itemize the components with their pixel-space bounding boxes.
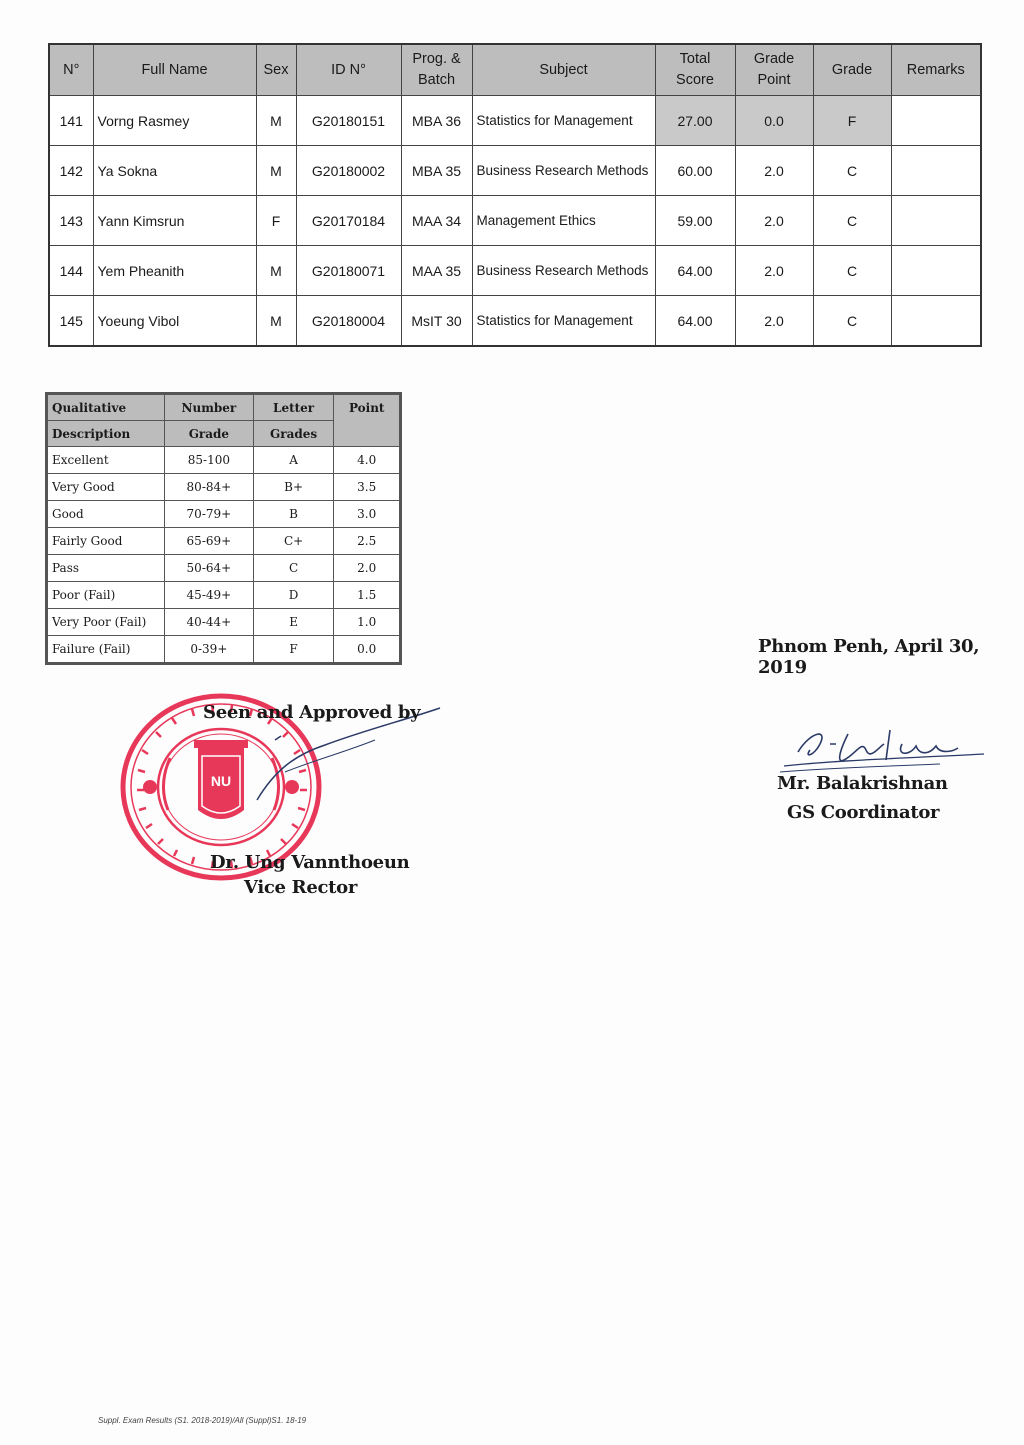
row-id: G20170184 — [296, 196, 401, 246]
header-id: ID N° — [296, 44, 401, 96]
row-no: 143 — [49, 196, 93, 246]
row-id: G20180151 — [296, 96, 401, 146]
table-row — [49, 196, 981, 246]
row-no: 145 — [49, 296, 93, 347]
scale-letter: B+ — [253, 474, 334, 501]
row-name: Yoeung Vibol — [93, 296, 256, 347]
row-prog: MBA 35 — [401, 146, 472, 196]
row-remarks — [891, 96, 981, 146]
coordinator-signature — [770, 720, 990, 780]
header-prog-batch: Prog. & Batch — [401, 44, 472, 96]
scale-range: 85-100 — [165, 447, 254, 474]
scale-range: 50-64+ — [165, 555, 254, 582]
header-grade-point: Grade Point — [735, 44, 813, 96]
scale-description: Fairly Good — [47, 528, 165, 555]
scale-point: 3.0 — [334, 501, 401, 528]
scale-range: 70-79+ — [165, 501, 254, 528]
header-grade: Grade — [165, 421, 254, 447]
table-row — [49, 146, 981, 196]
header-point: Point — [334, 394, 401, 447]
row-no: 142 — [49, 146, 93, 196]
row-total-score: 60.00 — [655, 146, 735, 196]
row-grade-point: 2.0 — [735, 146, 813, 196]
scale-description: Poor (Fail) — [47, 582, 165, 609]
row-subject: Management Ethics — [472, 196, 655, 246]
row-grade: C — [813, 146, 891, 196]
row-grade: F — [813, 96, 891, 146]
row-remarks — [891, 296, 981, 347]
row-grade-point: 0.0 — [735, 96, 813, 146]
scale-row — [47, 501, 401, 528]
header-description: Description — [47, 421, 165, 447]
scale-point: 1.0 — [334, 609, 401, 636]
scale-letter: A — [253, 447, 334, 474]
row-sex: F — [256, 196, 296, 246]
scale-point: 0.0 — [334, 636, 401, 664]
header-letter: Letter — [253, 394, 334, 421]
seal-monogram: NU — [210, 773, 232, 789]
row-remarks — [891, 196, 981, 246]
scale-description: Very Poor (Fail) — [47, 609, 165, 636]
row-prog: MAA 34 — [401, 196, 472, 246]
row-total-score: 64.00 — [655, 246, 735, 296]
row-id: G20180071 — [296, 246, 401, 296]
row-prog: MAA 35 — [401, 246, 472, 296]
row-subject: Business Research Methods — [472, 246, 655, 296]
row-remarks — [891, 246, 981, 296]
header-remarks: Remarks — [891, 44, 981, 96]
scale-letter: D — [253, 582, 334, 609]
scale-point: 2.5 — [334, 528, 401, 555]
row-name: Yem Pheanith — [93, 246, 256, 296]
scale-range: 45-49+ — [165, 582, 254, 609]
header-sex: Sex — [256, 44, 296, 96]
header-full-name: Full Name — [93, 44, 256, 96]
row-sex: M — [256, 246, 296, 296]
scale-range: 65-69+ — [165, 528, 254, 555]
row-sex: M — [256, 96, 296, 146]
scale-letter: C+ — [253, 528, 334, 555]
scale-point: 3.5 — [334, 474, 401, 501]
row-prog: MsIT 30 — [401, 296, 472, 347]
header-number: Number — [165, 394, 254, 421]
header-grades: Grades — [253, 421, 334, 447]
row-remarks — [891, 146, 981, 196]
row-subject: Business Research Methods — [472, 146, 655, 196]
row-name: Ya Sokna — [93, 146, 256, 196]
header-grade: Grade — [813, 44, 891, 96]
scale-row — [47, 582, 401, 609]
scale-point: 4.0 — [334, 447, 401, 474]
scale-letter: E — [253, 609, 334, 636]
scale-row — [47, 609, 401, 636]
row-subject: Statistics for Management — [472, 96, 655, 146]
row-subject: Statistics for Management — [472, 296, 655, 347]
row-grade: C — [813, 196, 891, 246]
header-subject: Subject — [472, 44, 655, 96]
table-row — [49, 246, 981, 296]
page-footer: Suppl. Exam Results (S1. 2018-2019)/All (Suppl)S1. 18-19 — [98, 1416, 307, 1425]
scale-description: Very Good — [47, 474, 165, 501]
vice-rector-title: Vice Rector — [244, 877, 358, 898]
scale-letter: C — [253, 555, 334, 582]
scale-description: Failure (Fail) — [47, 636, 165, 664]
table-row — [49, 296, 981, 347]
row-sex: M — [256, 296, 296, 347]
row-grade-point: 2.0 — [735, 196, 813, 246]
row-no: 141 — [49, 96, 93, 146]
row-id: G20180004 — [296, 296, 401, 347]
row-grade-point: 2.0 — [735, 246, 813, 296]
scale-range: 40-44+ — [165, 609, 254, 636]
scale-row — [47, 636, 401, 664]
scale-row — [47, 528, 401, 555]
scale-row — [47, 555, 401, 582]
scale-description: Excellent — [47, 447, 165, 474]
scale-description: Good — [47, 501, 165, 528]
place-date: Phnom Penh, April 30, 2019 — [758, 636, 980, 678]
scale-point: 1.5 — [334, 582, 401, 609]
scale-letter: F — [253, 636, 334, 664]
approval-label: Seen and Approved by — [203, 702, 421, 723]
row-total-score: 59.00 — [655, 196, 735, 246]
coordinator-name: Mr. Balakrishnan — [777, 773, 948, 794]
row-total-score: 27.00 — [655, 96, 735, 146]
vice-rector-name: Dr. Ung Vannthoeun — [210, 852, 410, 873]
scale-row — [47, 474, 401, 501]
row-id: G20180002 — [296, 146, 401, 196]
coordinator-title: GS Coordinator — [787, 802, 940, 823]
scale-row — [47, 447, 401, 474]
scale-point: 2.0 — [334, 555, 401, 582]
row-sex: M — [256, 146, 296, 196]
row-no: 144 — [49, 246, 93, 296]
scale-range: 0-39+ — [165, 636, 254, 664]
row-prog: MBA 36 — [401, 96, 472, 146]
row-grade: C — [813, 296, 891, 347]
row-name: Vorng Rasmey — [93, 96, 256, 146]
scale-range: 80-84+ — [165, 474, 254, 501]
table-row — [49, 96, 981, 146]
results-header-row — [49, 44, 981, 96]
header-no: N° — [49, 44, 93, 96]
header-qualitative: Qualitative — [47, 394, 165, 421]
row-grade-point: 2.0 — [735, 296, 813, 347]
scale-description: Pass — [47, 555, 165, 582]
results-table — [48, 43, 982, 347]
scale-letter: B — [253, 501, 334, 528]
header-total-score: Total Score — [655, 44, 735, 96]
row-total-score: 64.00 — [655, 296, 735, 347]
grading-scale-table — [45, 392, 402, 665]
row-name: Yann Kimsrun — [93, 196, 256, 246]
row-grade: C — [813, 246, 891, 296]
scale-header-row — [47, 394, 401, 421]
